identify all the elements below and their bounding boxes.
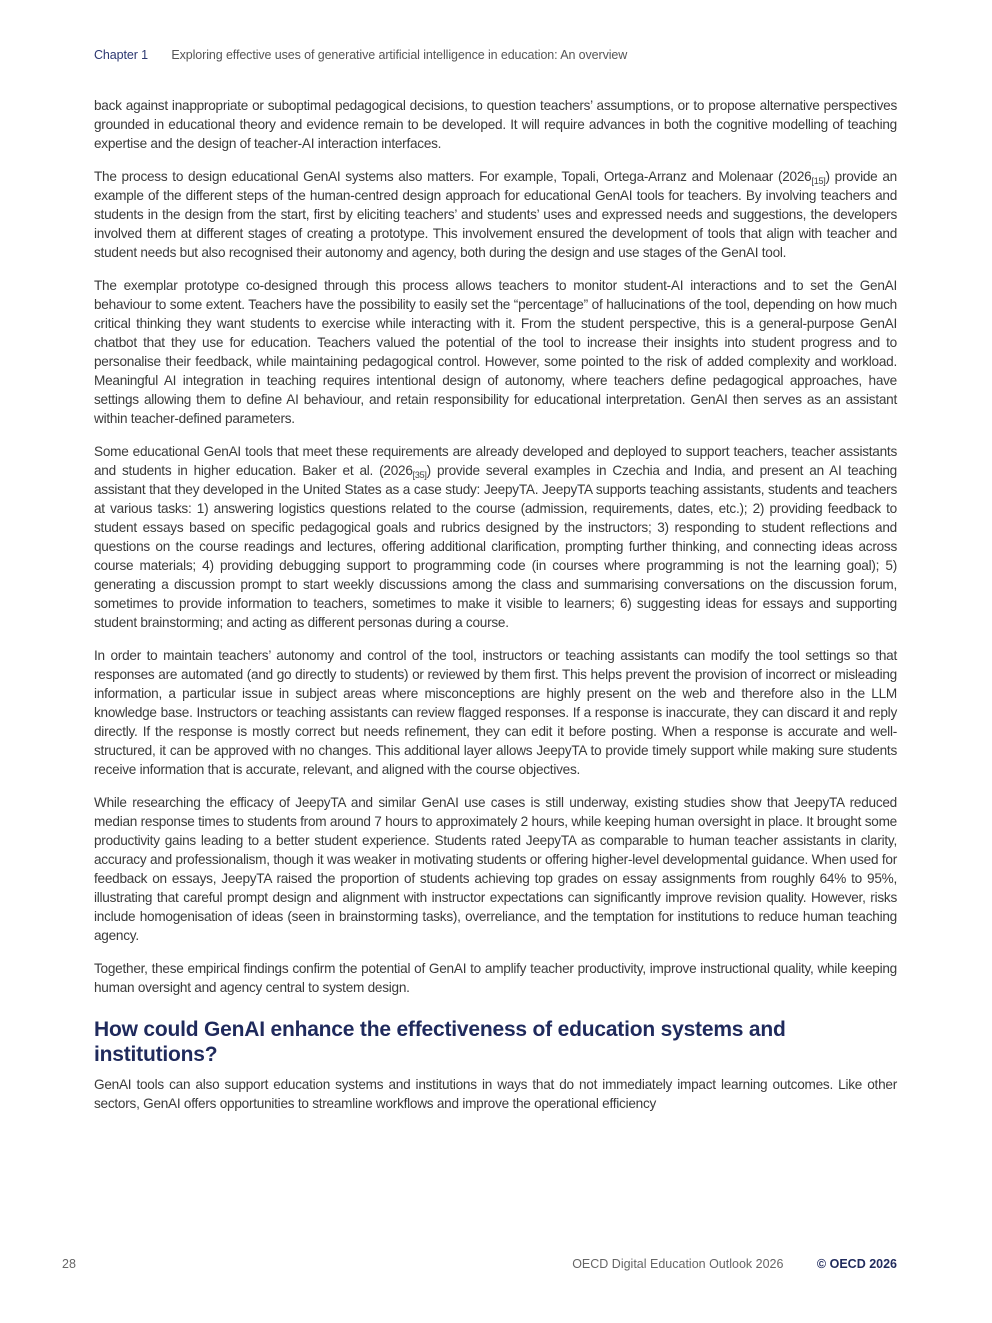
chapter-label: Chapter 1 — [94, 48, 148, 62]
paragraph: Together, these empirical findings confirm the potential of GenAI to amplify teacher productivity, improve instructional quality, while keeping human oversight and agency central to system design. — [94, 961, 897, 995]
running-header — [94, 48, 627, 62]
chapter-title: Exploring effective uses of generative artificial intelligence in education: An overview — [171, 48, 628, 62]
citation[interactable]: [15] — [811, 176, 826, 186]
copyright: © OECD 2026 — [816, 1257, 897, 1271]
citation[interactable]: [35] — [412, 470, 427, 480]
page-number: 28 — [62, 1257, 76, 1271]
page-body — [94, 96, 897, 1127]
paragraph: Some educational GenAI tools that meet these requirements are already developed and deployed to support teachers, teacher assistants and students in higher education. Baker et al. $(2026_{[35]})$ provide several examples in Czechia and India, and present an AI teaching assistant that they developed in the United States as a case study: JeepyTA. JeepyTA supports teaching assistants, students and teachers at various tasks: 1) answering logistics questions related to the course (admission, requirements, dates, etc.); 2) providing feedback to student essays based on specific pedagogical goals and rubrics designed by the instructors; 3) responding to student reflections and questions on the course readings and lectures, offering additional clarification, prompting further thinking, and connecting ideas across course materials; 4) providing debugging support to programming code (in courses where programming is not the learning goal); 5) generating a discussion prompt to start weekly discussions among the class and summarising conversations on the discussion forum, sometimes to provide information to teachers, sometimes to make it visible to learners; 6) suggesting ideas for essays and supporting student brainstorming; and acting as different personas during a course. — [94, 444, 897, 630]
paragraph: In order to maintain teachers’ autonomy and control of the tool, instructors or teaching assistants can modify the tool settings so that responses are automated (and go directly to students) or reviewed by them first. This helps prevent the provision of incorrect or misleading information, a particular issue in subject areas where misconceptions are highly present on the web and therefore also in the LLM knowledge base. Instructors or teaching assistants can review flagged responses. If a response is inaccurate, they can discard it and reply directly. If the response is mostly correct but needs refinement, they can edit it before posting. When a response is accurate and well-structured, it can be approved with no changes. This additional layer allows JeepyTA to provide timely support while making sure students receive information that is accurate, relevant, and aligned with the course objectives. — [94, 648, 897, 777]
paragraph: back against inappropriate or suboptimal pedagogical decisions, to question teachers’ assumptions, or to propose alternative perspectives grounded in educational theory and evidence remain to be developed. It will require advances in both the cognitive modelling of teaching expertise and the design of teacher-AI interaction interfaces. — [94, 98, 897, 151]
paragraph: The exemplar prototype co-designed through this process allows teachers to monitor student-AI interactions and to set the GenAI behaviour to some extent. Teachers have the possibility to easily set the “percentage” of hallucinations of the tool, depending on how much critical thinking they want students to exercise while interacting with it. From the student perspective, this is a general-purpose GenAI chatbot that they use for education. Teachers valued the potential of the tool to increase their insights into student progress and to personalise their feedback, while maintaining pedagogical control. However, some pointed to the risk of added complexity and workload. Meaningful AI integration in teaching requires intentional design of autonomy, where teachers define pedagogical approaches, have settings allowing them to define AI behaviour, and retain responsibility for educational interpretation. GenAI then serves as an assistant within teacher-defined parameters. — [94, 278, 897, 426]
section-heading: How could GenAI enhance the effectiveness of education systems and institutions? — [94, 1018, 786, 1066]
publication-title: OECD Digital Education Outlook 2026 — [572, 1257, 784, 1271]
paragraph: While researching the efficacy of JeepyTA and similar GenAI use cases is still underway, existing studies show that JeepyTA reduced median response times to students from around 7 hours to approximately 2 hours, while keeping human oversight in place. It brought some productivity gains leading to a better student experience. Students rated JeepyTA as comparable to human teacher assistants in clarity, accuracy and professionalism, though it was weaker in motivating students or offering higher-level developmental guidance. When used for feedback on essays, JeepyTA raised the proportion of students achieving top grades on essay assignments from roughly 64% to 95%, illustrating that careful prompt design and alignment with instructor expectations can significantly improve revision quality. However, risks include homogenisation of ideas (seen in brainstorming tasks), overreliance, and the temptation for institutions to reduce human teaching agency. — [94, 795, 897, 943]
paragraph: GenAI tools can also support education systems and institutions in ways that do not immediately impact learning outcomes. Like other sectors, GenAI offers opportunities to streamline workflows and improve the operational efficiency — [94, 1077, 897, 1111]
paragraph: The process to design educational GenAI systems also matters. For example, Topali, Ortega-Arranz and Molenaar $(2026_{[15]})$ provide an example of the different steps of the human-centred design approach for educational GenAI tools for teachers. By involving teachers and students in the design from the start, first by eliciting teachers’ and students’ uses and expressed needs and suggestions, the developers involved them at different stages of creating a prototype. This involvement ensured the development of tools that align with teacher and student needs but also recognised their autonomy and agency, both during the design and use stages of the GenAI tool. — [94, 169, 897, 260]
